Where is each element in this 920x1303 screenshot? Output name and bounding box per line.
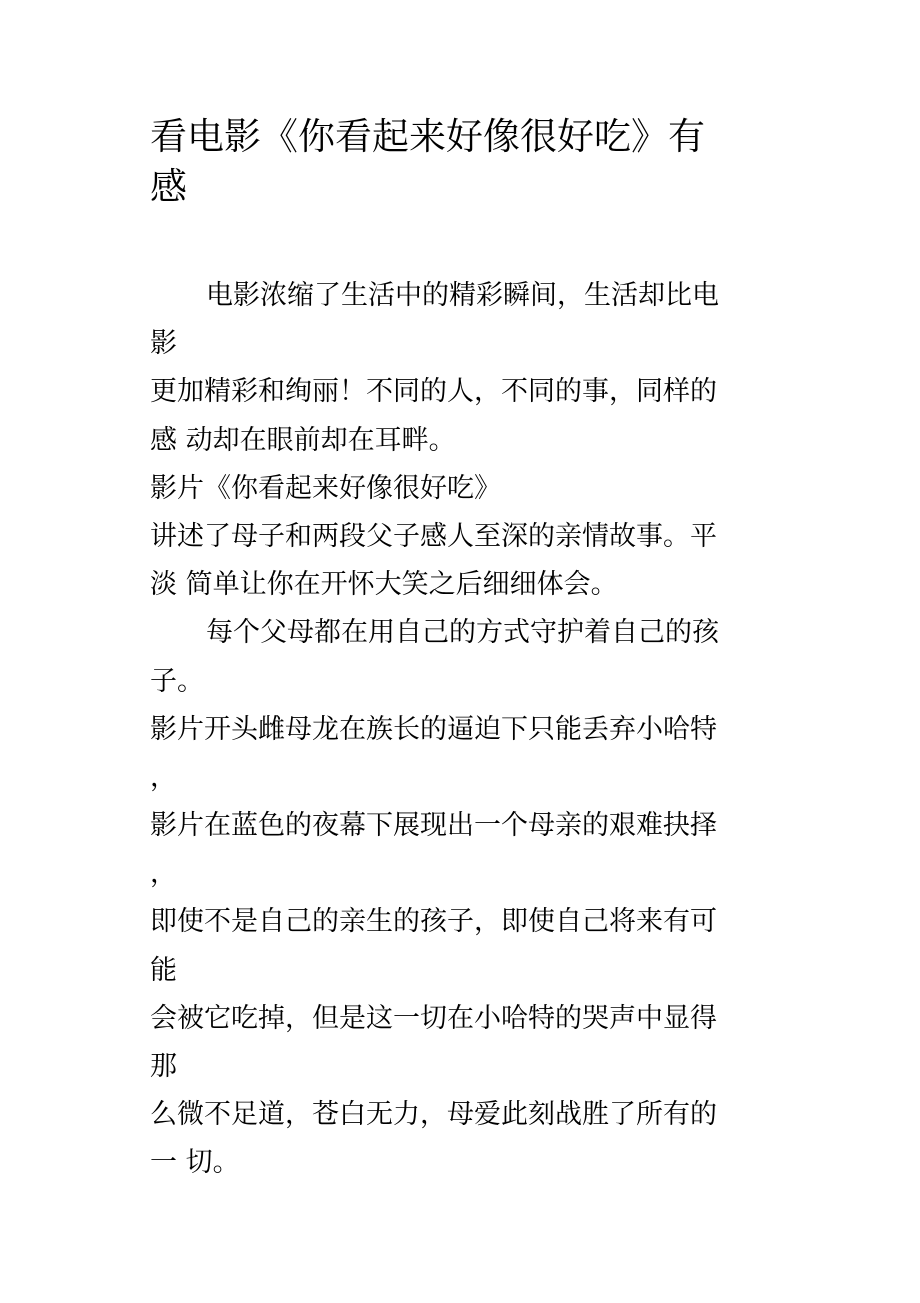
text-line: 淡 简单让你在开怀大笑之后细细体会。 bbox=[150, 569, 618, 601]
title-line: 看电影《你看起来好像很好吃》有 bbox=[150, 115, 705, 158]
text-line: 子。 bbox=[150, 665, 204, 697]
text-line: 电影浓缩了生活中的精彩瞬间，生活却比电 bbox=[206, 280, 719, 311]
text-line: 影 bbox=[150, 328, 177, 360]
text-line: 即使不是自己的亲生的孩子，即使自己将来有可 bbox=[150, 906, 717, 938]
document-body bbox=[150, 272, 790, 1188]
text-line: 一 切。 bbox=[150, 1147, 240, 1179]
text-line: 能 bbox=[150, 954, 177, 986]
text-line: 更加精彩和绚丽！不同的人，不同的事，同样的 bbox=[150, 376, 717, 408]
text-line: 感 动却在眼前却在耳畔。 bbox=[150, 424, 456, 456]
text-line: 影片《你看起来好像很好吃》 bbox=[150, 472, 501, 504]
text-line: 讲述了母子和两段父子感人至深的亲情故事。平 bbox=[150, 520, 717, 552]
text-line: 每个父母都在用自己的方式守护着自己的孩 bbox=[206, 617, 719, 649]
text-line: 会被它吃掉，但是这一切在小哈特的哭声中显得 bbox=[150, 1002, 717, 1034]
document-title bbox=[150, 112, 770, 212]
text-line: 影片开头雌母龙在族长的逼迫下只能丢弃小哈特 bbox=[150, 713, 717, 745]
text-line: 么微不足道，苍白无力，母爱此刻战胜了所有的 bbox=[150, 1099, 717, 1131]
text-line: ， bbox=[150, 858, 177, 890]
text-line: 影片在蓝色的夜幕下展现出一个母亲的艰难抉择 bbox=[150, 810, 717, 842]
text-line: ， bbox=[150, 761, 177, 793]
title-line: 感 bbox=[150, 165, 187, 208]
text-line: 那 bbox=[150, 1051, 177, 1082]
